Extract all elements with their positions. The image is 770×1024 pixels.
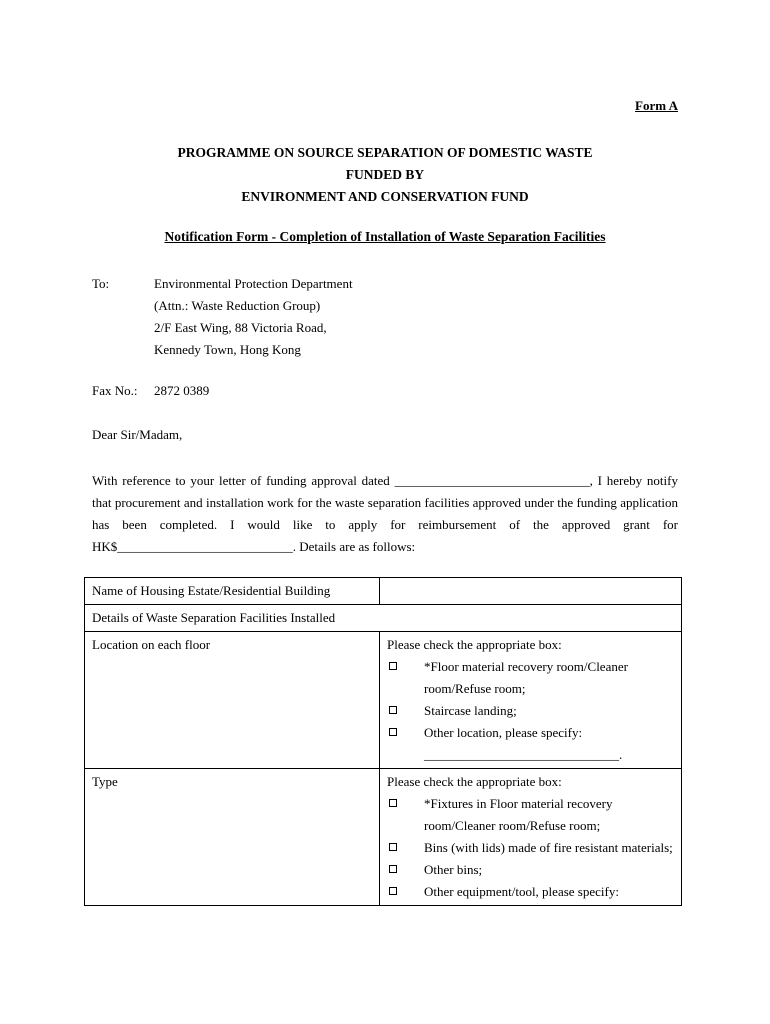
details-table [84, 577, 682, 906]
option-floor-room[interactable] [387, 656, 675, 700]
type-options [380, 769, 682, 906]
checkbox[interactable] [389, 843, 397, 851]
checkbox[interactable] [389, 887, 397, 895]
location-options [380, 632, 682, 769]
option-other-bins[interactable] [387, 859, 675, 881]
option-label: Bins (with lids) made of fire resistant materials; [424, 840, 673, 855]
table-row [85, 578, 682, 605]
programme-title [92, 142, 678, 208]
type-prompt: Please check the appropriate box: [387, 774, 562, 789]
location-prompt: Please check the appropriate box: [387, 637, 562, 652]
title-line-2: FUNDED BY [345, 167, 425, 182]
body-paragraph: With reference to your letter of funding approval dated ______________________________, I hereby notify that procurement and installation work for the waste separation facilities approved under the funding application has been completed. I would like to apply for reimbursement of the approved grant for HK$___________________________. Details are as follows: [92, 473, 678, 554]
table-row [85, 632, 682, 769]
details-heading: Details of Waste Separation Facilities Installed [85, 605, 682, 632]
salutation: Dear Sir/Madam, [92, 427, 183, 442]
option-label: Other equipment/tool, please specify: [424, 884, 619, 899]
option-fire-resistant-bins[interactable] [387, 837, 675, 859]
form-label: Form A [635, 98, 678, 113]
option-label: *Floor material recovery room/Cleaner room/Refuse room; [424, 659, 628, 696]
fax-line [92, 383, 209, 399]
option-other-equipment[interactable] [387, 881, 675, 903]
estate-name-field[interactable] [380, 578, 682, 605]
fax-label: Fax No.: [92, 383, 138, 398]
fax-number: 2872 0389 [154, 383, 210, 398]
table-row [85, 605, 682, 632]
type-label: Type [85, 769, 380, 906]
address-line: Kennedy Town, Hong Kong [154, 342, 301, 357]
address-line: 2/F East Wing, 88 Victoria Road, [154, 320, 327, 335]
title-line-3: ENVIRONMENT AND CONSERVATION FUND [241, 189, 529, 204]
checkbox[interactable] [389, 865, 397, 873]
checkbox[interactable] [389, 799, 397, 807]
option-label: Other bins; [424, 862, 483, 877]
option-label: *Fixtures in Floor material recovery room/Cleaner room/Refuse room; [424, 796, 613, 833]
option-label: Staircase landing; [424, 703, 517, 718]
option-staircase[interactable] [387, 700, 675, 722]
notification-subtitle: Notification Form - Completion of Installation of Waste Separation Facilities [164, 229, 606, 244]
address-line: (Attn.: Waste Reduction Group) [154, 298, 321, 313]
title-line-1: PROGRAMME ON SOURCE SEPARATION OF DOMESTIC WASTE [177, 145, 593, 160]
table-row [85, 769, 682, 906]
address-line: Environmental Protection Department [154, 276, 353, 291]
to-label: To: [92, 276, 110, 291]
option-other-location[interactable] [387, 722, 675, 766]
option-fixtures[interactable] [387, 793, 675, 837]
checkbox[interactable] [389, 706, 397, 714]
location-label: Location on each floor [85, 632, 380, 769]
checkbox[interactable] [389, 728, 397, 736]
checkbox[interactable] [389, 662, 397, 670]
estate-name-label: Name of Housing Estate/Residential Building [85, 578, 380, 605]
option-label: Other location, please specify: ______________________________. [424, 725, 623, 762]
recipient-address [154, 273, 353, 361]
